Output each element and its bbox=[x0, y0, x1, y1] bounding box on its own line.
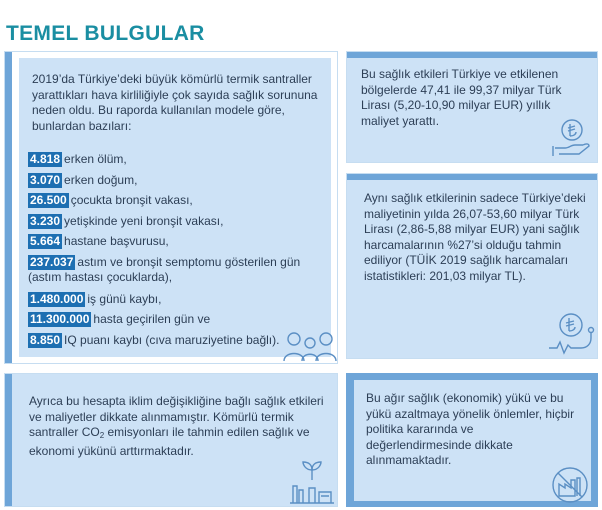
stat-label: erken ölüm, bbox=[64, 152, 127, 166]
stat-label: yetişkinde yeni bronşit vakası, bbox=[64, 213, 224, 228]
health-spending-box bbox=[346, 173, 598, 359]
policy-panel bbox=[354, 380, 591, 501]
plant-factory-icon bbox=[289, 460, 335, 504]
stat-value: 5.664 bbox=[30, 234, 61, 249]
stat-value: 237.037 bbox=[30, 254, 74, 269]
stat-item bbox=[28, 193, 328, 208]
stat-value: 8.850 bbox=[30, 332, 61, 347]
health-impacts-panel bbox=[19, 58, 331, 357]
stat-item bbox=[28, 234, 328, 249]
stat-value: 4.818 bbox=[30, 152, 61, 166]
stat-value: 1.480.000 bbox=[30, 291, 84, 306]
stat-item bbox=[28, 152, 328, 167]
climate-text bbox=[29, 394, 324, 459]
stat-value: 26.500 bbox=[30, 193, 67, 208]
cost-box bbox=[346, 51, 598, 163]
no-factory-icon bbox=[551, 466, 589, 504]
climate-text-part: emisyonları ile tahmin edilen sağlık ve ekonomi yükünü arttırmaktadır. bbox=[29, 425, 310, 458]
family-icon bbox=[281, 330, 339, 362]
stat-label: hasta geçirilen gün ve bbox=[93, 312, 211, 327]
climate-text-part: Ayrıca bu hesapta iklim değişikliğine bağlı sağlık etkileri ve maliyetler dikkate alınmamıştır. Kömürlü termik santraller CO bbox=[29, 394, 324, 440]
health-impacts-box bbox=[4, 51, 338, 364]
stat-item bbox=[28, 312, 328, 327]
stat-value: 3.070 bbox=[30, 172, 61, 187]
accent-bar bbox=[5, 374, 12, 506]
stat-label: hastane başvurusu, bbox=[64, 234, 169, 249]
accent-bar bbox=[347, 174, 597, 180]
lira-stethoscope-icon bbox=[547, 308, 595, 356]
policy-box bbox=[346, 373, 598, 507]
stat-item bbox=[28, 214, 328, 229]
page-title: TEMEL BULGULAR bbox=[6, 22, 205, 45]
accent-bar bbox=[347, 52, 597, 58]
accent-bar bbox=[5, 52, 12, 363]
stat-label: astım ve bronşit semptomu gösterilen gün (astım hastası çocuklarda), bbox=[28, 254, 301, 285]
policy-text: Bu ağır sağlık (ekonomik) yükü ve bu yükü azaltmaya yönelik önlemler, hiçbir politika kararında ve değerlendirmesinde dikkate alınmamaktadır. bbox=[366, 391, 575, 468]
stats-list bbox=[28, 152, 328, 353]
health-spending-text: Aynı sağlık etkilerinin sadece Türkiye’deki maliyetinin yılda 26,07-53,60 milyar Türk Lirası (2,86-5,88 milyar EUR) yani sağlık harcamalarının %27’si olduğu tahmin ediliyor (TÜİK 2019 sağlık harcamaları istatistikleri: 201,03 milyar TL). bbox=[364, 191, 586, 283]
climate-box bbox=[4, 373, 338, 507]
stat-label: erken doğum, bbox=[64, 172, 138, 187]
stat-item bbox=[28, 292, 328, 307]
intro-text: 2019’da Türkiye’deki büyük kömürlü termik santraller yarattıkları hava kirliliğiyle çok sayıda sağlık sorununa neden oldu. Bu raporda kullanılan modele göre, bunlardan bazıları: bbox=[32, 72, 318, 133]
stat-label: iş günü kaybı, bbox=[87, 291, 162, 306]
cost-text: Bu sağlık etkileri Türkiye ve etkilenen bölgelerde 47,41 ile 99,37 milyar Türk Lirası (5,20-10,90 milyar EUR) yıllık maliyet yarattı. bbox=[361, 67, 562, 128]
stat-value: 3.230 bbox=[30, 213, 61, 228]
stat-item bbox=[28, 173, 328, 188]
stat-value: 11.300.000 bbox=[30, 312, 90, 327]
money-hand-icon bbox=[551, 116, 593, 158]
stat-label: çocukta bronşit vakası, bbox=[70, 193, 193, 208]
co2-subscript: 2 bbox=[99, 431, 105, 441]
stat-label: IQ puanı kaybı (cıva maruziyetine bağlı). bbox=[64, 332, 280, 347]
stat-item bbox=[28, 255, 328, 286]
